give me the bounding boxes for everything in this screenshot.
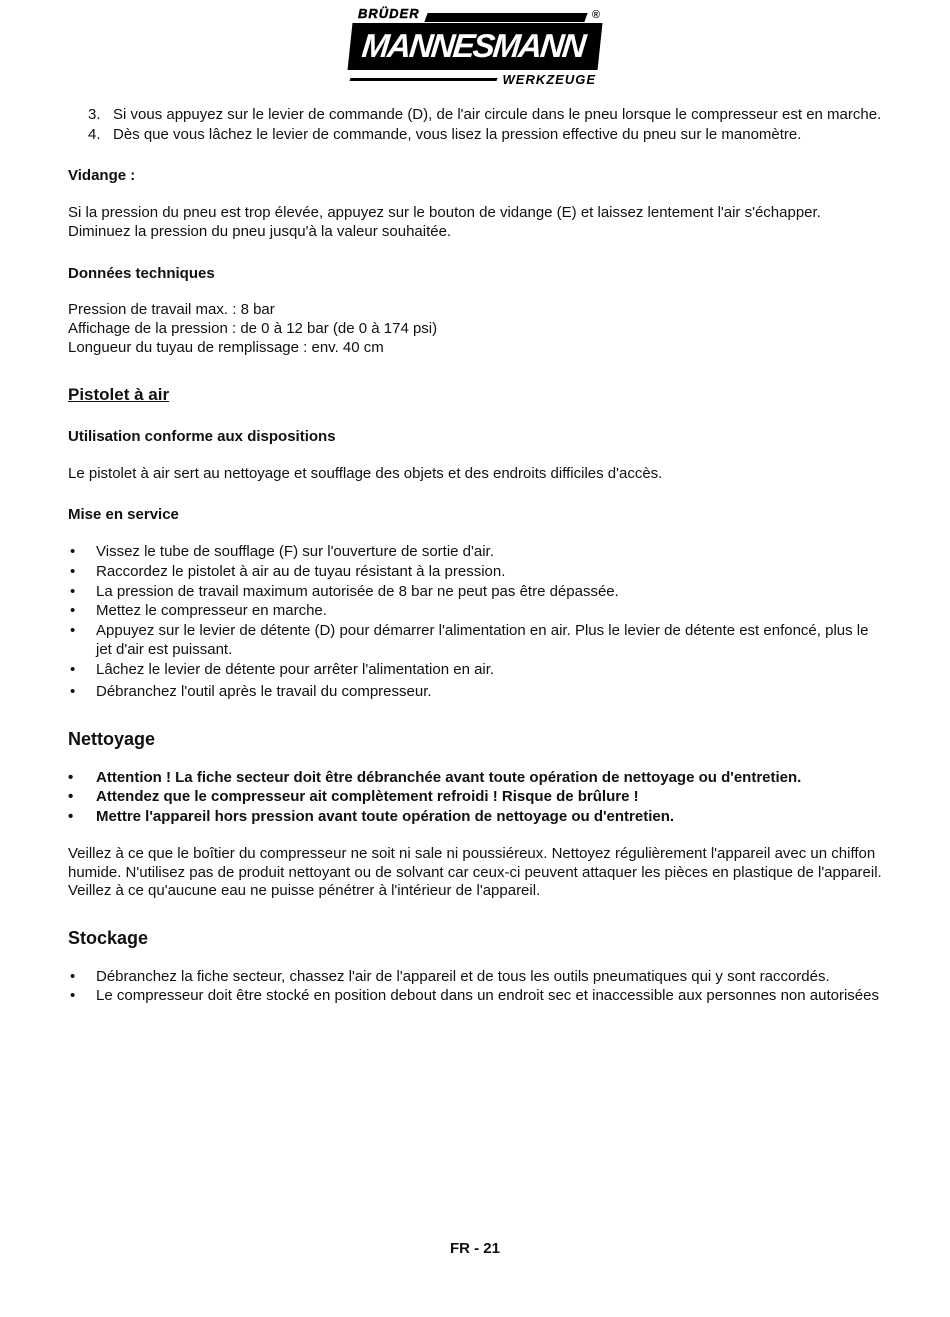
bullet-icon xyxy=(68,808,96,827)
stockage-list xyxy=(68,968,882,1007)
logo-bruder-text: BRÜDER xyxy=(358,6,420,21)
registered-trademark-icon: ® xyxy=(591,8,600,21)
section-heading-pistolet-a-air: Pistolet à air xyxy=(68,384,170,404)
list-item xyxy=(68,683,882,702)
list-item-text: Débranchez l'outil après le travail du compresseur. xyxy=(96,683,432,701)
technical-data-lines xyxy=(68,301,882,357)
bullet-icon xyxy=(68,683,96,702)
subsection-heading-mise-en-service: Mise en service xyxy=(68,506,179,524)
list-item xyxy=(68,583,882,602)
list-item-text: Débranchez la fiche secteur, chassez l'air de l'appareil et de tous les outils pneumatiques qui y sont raccordés. xyxy=(96,967,830,985)
warning-item xyxy=(68,808,882,827)
utilisation-paragraph: Le pistolet à air sert au nettoyage et soufflage des objets et des endroits difficiles d'accès. xyxy=(68,464,663,482)
list-item-text: Le compresseur doit être stocké en position debout dans un endroit sec et inaccessible aux personnes non autorisées xyxy=(96,987,879,1005)
warning-text: Attention ! La fiche secteur doit être débranchée avant toute opération de nettoyage ou d'entretien. xyxy=(96,768,802,786)
mise-en-service-list xyxy=(68,543,882,702)
list-item xyxy=(68,987,882,1006)
list-item-text: La pression de travail maximum autorisée de 8 bar ne peut pas être dépassée. xyxy=(96,582,619,600)
logo-werkzeuge-text: WERKZEUGE xyxy=(502,71,596,87)
bullet-icon xyxy=(68,583,96,602)
warning-text: Mettre l'appareil hors pression avant toute opération de nettoyage ou d'entretien. xyxy=(96,808,675,825)
list-item xyxy=(88,106,882,125)
bullet-icon xyxy=(68,788,96,807)
list-item-text: Vissez le tube de soufflage (F) sur l'ouverture de sortie d'air. xyxy=(96,543,494,560)
logo-top-row xyxy=(350,6,600,22)
section-heading-stockage: Stockage xyxy=(68,928,149,948)
list-item-text: Lâchez le levier de détente pour arrêter l'alimentation en air. xyxy=(96,660,495,678)
warning-item xyxy=(68,788,882,807)
section-heading-donnees-techniques: Données techniques xyxy=(68,264,215,282)
logo-bottom-row xyxy=(350,72,600,88)
bullet-icon xyxy=(68,543,96,562)
logo-main-text: MANNESMANN xyxy=(348,23,603,70)
list-item-text: Mettez le compresseur en marche. xyxy=(96,602,327,620)
list-item xyxy=(68,543,882,562)
list-item-text: Dès que vous lâchez le levier de commande, vous lisez la pression effective du pneu sur le manomètre. xyxy=(113,125,802,143)
bullet-icon xyxy=(68,622,96,660)
numbered-list xyxy=(88,106,882,145)
logo-top-bar xyxy=(424,13,588,22)
list-item xyxy=(68,968,882,987)
list-item xyxy=(68,563,882,582)
warning-item xyxy=(68,769,882,788)
section-heading-vidange: Vidange : xyxy=(68,167,136,185)
list-item-text: Raccordez le pistolet à air au de tuyau résistant à la pression. xyxy=(96,562,506,580)
subsection-heading-utilisation: Utilisation conforme aux dispositions xyxy=(68,427,336,445)
list-item-text: Si vous appuyez sur le levier de commande (D), de l'air circule dans le pneu lorsque le compresseur est en marche. xyxy=(113,105,882,123)
page-number: FR - 21 xyxy=(449,1240,500,1258)
list-item xyxy=(68,661,882,680)
section-heading-nettoyage: Nettoyage xyxy=(68,729,156,749)
technical-data-line: Pression de travail max. : 8 bar xyxy=(68,301,275,319)
bullet-icon xyxy=(68,968,96,987)
technical-data-line: Longueur du tuyau de remplissage : env. 40 cm xyxy=(68,338,384,356)
vidange-paragraph: Si la pression du pneu est trop élevée, appuyez sur le bouton de vidange (E) et laissez lentement l'air s'échapper. Diminuez la pression du pneu jusqu'à la valeur souhaitée. xyxy=(68,204,821,240)
list-item xyxy=(88,126,882,145)
list-item xyxy=(68,622,882,660)
list-item xyxy=(68,602,882,621)
bullet-icon xyxy=(68,661,96,680)
warning-text: Attendez que le compresseur ait complètement refroidi ! Risque de brûlure ! xyxy=(96,788,639,806)
page-content xyxy=(0,106,950,1006)
bullet-icon xyxy=(68,563,96,582)
brand-logo xyxy=(350,6,600,88)
list-item-number: 4. xyxy=(88,125,101,143)
bullet-icon xyxy=(68,602,96,621)
bullet-icon xyxy=(68,987,96,1006)
list-item-text: Appuyez sur le levier de détente (D) pour démarrer l'alimentation en air. Plus le levier de détente est enfoncé, plus le jet d'air est puissant. xyxy=(96,622,869,658)
nettoyage-paragraph: Veillez à ce que le boîtier du compresseur ne soit ni sale ni poussiéreux. Nettoyez régulièrement l'appareil avec un chiffon humide. N'utilisez pas de produit nettoyant ou de solvant car ceux-ci peuvent attaquer les pièces en plastique de l'appareil. Veillez à ce qu'aucune eau ne puisse pénétrer à l'intérieur de l'appareil. xyxy=(68,844,882,900)
technical-data-line: Affichage de la pression : de 0 à 12 bar (de 0 à 174 psi) xyxy=(68,320,438,337)
bullet-icon xyxy=(68,769,96,788)
logo-bottom-bar xyxy=(349,78,497,81)
nettoyage-warning-list xyxy=(68,769,882,827)
list-item-number: 3. xyxy=(88,105,101,123)
